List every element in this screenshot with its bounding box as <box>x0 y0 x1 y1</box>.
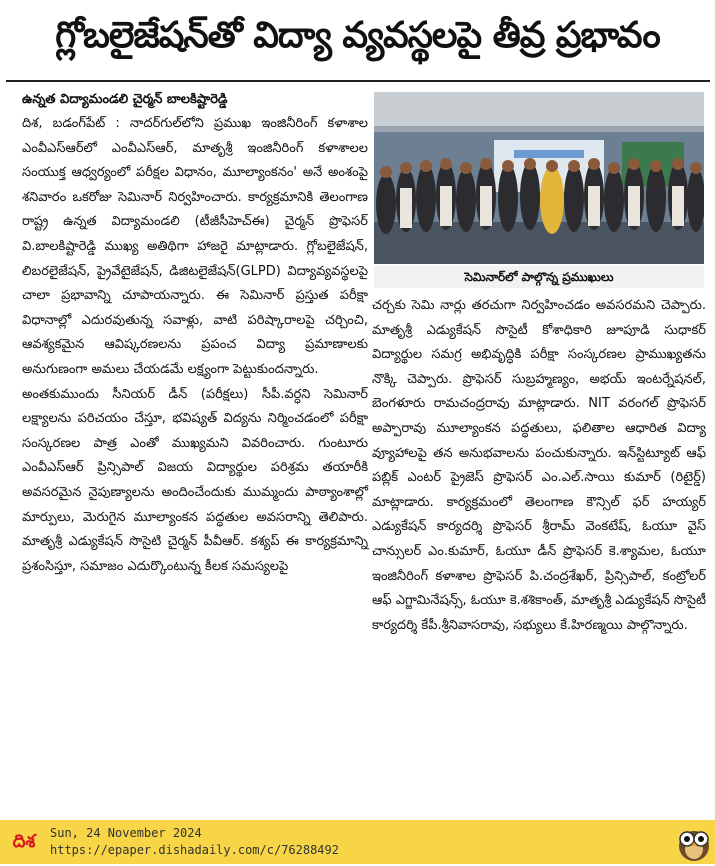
headline-rule <box>6 80 710 82</box>
left-column <box>22 112 368 579</box>
article-headline: గ్లోబలైజేషన్‌తో విద్యా వ్యవస్థలపై తీవ్ర ప్రభావం <box>55 15 660 56</box>
photo-caption: సెమినార్‌లో పాల్గొన్న ప్రముఖులు <box>374 266 704 288</box>
disha-logo[interactable]: దిశ <box>12 831 36 852</box>
seminar-photo <box>374 92 704 264</box>
epaper-footer <box>0 820 715 864</box>
paragraph: దిశ, బడంగ్‌పేట్ : నాదర్‌గుల్‌లోని ప్రముఖ ఇంజినీరింగ్ కళాశాల ఎంవీఎస్ఆర్‌లో ఎంవీఎస్ఆర్, మాతృశ్రీ ఇంజినీరింగ్ కళాశాలల సంయుక్త ఆధ్వర్యంలో పరీక్షల విధానం, మూల్యాంకనం' అనే అంశంపై శనివారం ఒకరోజు సెమినార్ నిర్వహించారు. కార్యక్రమానికి తెలంగాణ రాష్ట్ర ఉన్నత విద్యామండలి (టీజీసీహెచ్ఈ) చైర్మన్ ప్రొఫెసర్ వి.బాలకిష్టారెడ్డి ముఖ్య అతిథిగా హాజరై మాట్లాడారు. గ్లోబలైజేషన్, లిబరలైజేషన్, ప్రైవేటైజేషన్, డిజిటలైజేషన్(GLPD) విద్యావ్యవస్థలపై చాలా ప్రభావాన్ని చూపాయన్నారు. ఈ సెమినార్ ప్రస్తుత పరీక్షా విధానాల్లో ఎదురవుతున్న సవాళ్లు, వాటి పరిష్కారాలపై చర్చించి, ఆవశ్యకమైన ఆవిష్కరణలను ప్రపంచ విద్యా ప్రమాణాలకు అనుగుణంగా అమలు చేయడమే లక్ష్యంగా పెట్టుకుందన్నారు. <box>22 116 368 377</box>
owl-icon <box>676 824 712 862</box>
article-byline: ఉన్నత విద్యామండలి చైర్మన్ బాలకిష్టారెడ్డి <box>22 92 228 107</box>
epaper-link[interactable]: https://epaper.dishadaily.com/c/76288492 <box>50 843 339 857</box>
right-column <box>372 294 706 638</box>
paragraph: చర్చకు సెమి నార్లు తరచుగా నిర్వహించడం అవసరమని చెప్పారు. మాతృశ్రీ ఎడ్యుకేషన్ సొసైటీ కోశాధికారి జూపూడి సుధాకర్ విద్యార్థుల సమగ్ర అభివృద్ధికి పరీక్షా సంస్కరణల ప్రాముఖ్యతను నొక్కి చెప్పారు. ప్రొఫెసర్ సుబ్రహ్మణ్యం, అభయ్ ఇంటర్నేషనల్, బెంగళూరు రామచంద్రరావు మాట్లాడారు. NIT వరంగల్ ప్రొఫెసర్ అప్పారావు మూల్యాంకన పద్ధతులు, ఫలితాల ఆధారిత విద్యా వ్యూహాలపై తన అనుభవాలను పంచుకున్నారు. ఇన్‌స్టిట్యూట్ ఆఫ్ పబ్లిక్ ఎంటర్ ప్రైజెస్ ప్రొఫెసర్ ఎం.ఎల్.సాయి కుమార్ (రిటైర్డ్) మాట్లాడారు. కార్యక్రమంలో తెలంగాణ కౌన్సిల్ ఫర్ హయ్యర్ ఎడ్యుకేషన్ కార్యదర్శి ప్రొఫెసర్ శ్రీరామ్ వెంకటేష్, ఓయూ వైస్ చాన్సులర్ ఎం.కుమార్, ఓయూ డీన్ ప్రొఫెసర్ కె.శ్యామల, ఓయూ ఇంజినీరింగ్ కళాశాల ప్రొఫెసర్ పి.చంద్రశేఖర్, ప్రిన్సిపాల్, కంట్రోలర్ ఆఫ్ ఎగ్జామినేషన్స్, ఓయూ కె.శశికాంత్, మాతృశ్రీ ఎడ్యుకేషన్ సొసైటీ కార్యదర్శి కేపీ.శ్రీనివాసరావు, సభ్యులు కే.హిరణ్మయి పాల్గొన్నారు. <box>372 298 706 633</box>
paragraph: అంతకుముందు సీనియర్ డీన్ (పరీక్షలు) సీపీ.వర్ధని సెమినార్ లక్ష్యాలను పరిచయం చేస్తూ, భవిష్యత్ విద్యను నిర్మించడంలో పరీక్షా సంస్కరణల పాత్ర ఎంతో ముఖ్యమని వివరించారు. గుంటూరు ఎంవీఎస్ఆర్ ప్రిన్సిపాల్ విజయ విద్యార్థుల పరిశ్రమ తయారీకి అవసరమైన నైపుణ్యాలను అందించేందుకు ముమ్మందు పాఠ్యాంశాల్లో మార్పులు, మెరుగైన మూల్యాంకన పద్ధతుల అవసరాన్ని తెలిపారు. మాతృశ్రీ ఎడ్యుకేషన్ సొసైటి చైర్మన్ పీవీఆర్. కశ్యప్ ఈ కార్యక్రమాన్ని ప్రశంసిస్తూ, సమాజం ఎదుర్కొంటున్న కీలక సమస్యలపై <box>22 386 368 574</box>
seminar-photo-illustration <box>374 92 704 264</box>
publication-date: Sun, 24 November 2024 <box>50 826 202 840</box>
